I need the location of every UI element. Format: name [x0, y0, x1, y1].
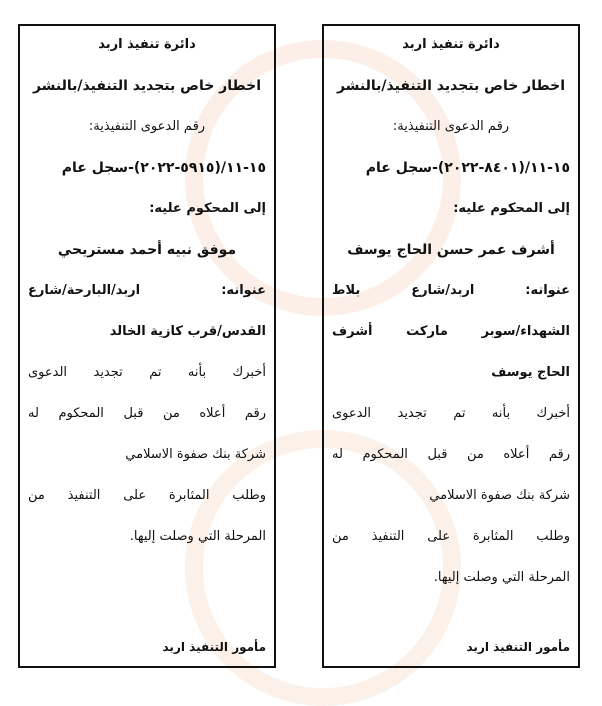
body-line-5: المرحلة التي وصلت إليها. — [433, 570, 570, 585]
case-number: ١٥-١١/(٥٩١٥-٢٠٢٢)-سجل عام — [61, 160, 266, 176]
body-line-2: رقم أعلاه من قبل المحكوم له — [28, 406, 266, 421]
address-line-2: الشهداء/سوبر ماركت أشرف — [332, 324, 570, 339]
notice-right — [322, 24, 580, 668]
body-line-5: المرحلة التي وصلت إليها. — [129, 529, 266, 544]
case-number-label: رقم الدعوى التنفيذية: — [392, 119, 510, 134]
body-line-1: أخبرك بأنه تم تجديد الدعوى — [28, 365, 266, 380]
body-line-4: وطلب المثابرة على التنفيذ من — [332, 529, 570, 544]
address-line-1: عنوانه: اربد/شارع بلاط — [332, 283, 570, 298]
address-line-2: القدس/قرب كازية الخالد — [109, 324, 266, 339]
address-line-1: عنوانه: اربد/البارحة/شارع — [28, 283, 266, 298]
notice-footer: مأمور التنفيذ اربد — [162, 640, 266, 654]
department-heading: دائرة تنفيذ اربد — [402, 37, 500, 52]
address-line-3: الحاج يوسف — [491, 365, 570, 380]
body-line-1: أخبرك بأنه تم تجديد الدعوى — [332, 406, 570, 421]
defendant-label: إلى المحكوم عليه: — [453, 201, 570, 216]
department-heading: دائرة تنفيذ اربد — [98, 37, 196, 52]
body-line-4: وطلب المثابرة على التنفيذ من — [28, 488, 266, 503]
defendant-name: موفق نبيه أحمد مستريحي — [57, 242, 237, 258]
defendant-label: إلى المحكوم عليه: — [149, 201, 266, 216]
notice-left — [18, 24, 276, 668]
body-line-2: رقم أعلاه من قبل المحكوم له — [332, 447, 570, 462]
defendant-name: أشرف عمر حسن الحاج يوسف — [347, 242, 555, 258]
case-number: ١٥-١١/(٨٤٠١-٢٠٢٢)-سجل عام — [365, 160, 570, 176]
body-line-3: شركة بنك صفوة الاسلامي — [429, 488, 570, 503]
notice-footer: مأمور التنفيذ اربد — [466, 640, 570, 654]
case-number-label: رقم الدعوى التنفيذية: — [88, 119, 206, 134]
body-line-3: شركة بنك صفوة الاسلامي — [125, 447, 266, 462]
notice-title: اخطار خاص بتجديد التنفيذ/بالنشر — [32, 78, 262, 94]
notice-title: اخطار خاص بتجديد التنفيذ/بالنشر — [336, 78, 566, 94]
